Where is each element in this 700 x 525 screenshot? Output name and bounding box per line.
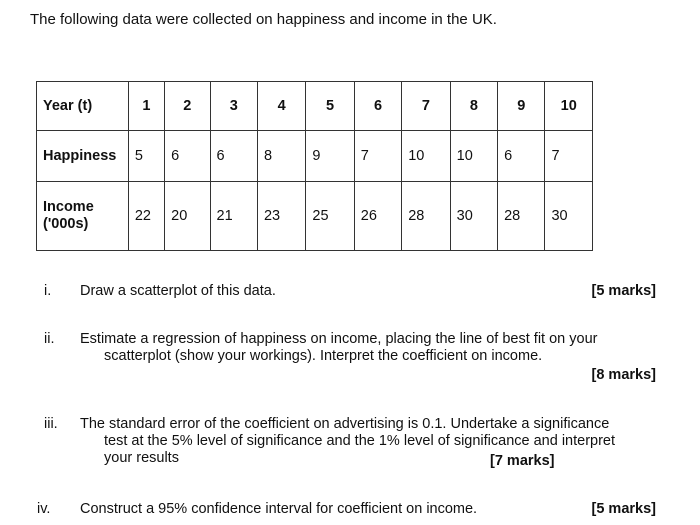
table-cell: 25 [306,182,354,251]
question-3-marks: [7 marks] [490,453,555,469]
table-row-happiness [37,131,593,182]
table-cell: 6 [210,131,257,182]
table-cell: 30 [450,182,497,251]
table-cell: 1 [128,82,164,131]
table-cell: 7 [354,131,401,182]
table-cell: 3 [210,82,257,131]
question-2-marks: [8 marks] [591,367,656,383]
question-4-marks: [5 marks] [591,501,656,517]
table-cell: 30 [545,182,593,251]
table-cell: 6 [354,82,401,131]
question-4-text: Construct a 95% confidence interval for coefficient on income. [80,501,478,517]
question-2-line-2: scatterplot (show your workings). Interpret the coefficient on income. [104,348,543,364]
question-3-numeral: iii. [44,416,58,432]
intro-text: The following data were collected on happiness and income in the UK. [30,11,497,28]
row-header-income-line1: Income [43,199,94,215]
question-1-text: Draw a scatterplot of this data. [80,283,276,299]
question-3-line-2: test at the 5% level of significance and the 1% level of significance and interpret [104,433,616,449]
data-table [36,81,593,251]
question-1-marks: [5 marks] [591,283,656,299]
row-header-income [37,182,129,251]
row-header-year: Year (t) [37,82,129,131]
question-3-line-1: The standard error of the coefficient on advertising is 0.1. Undertake a significance [80,416,610,432]
table-cell: 6 [498,131,545,182]
question-1-numeral: i. [44,283,52,299]
row-header-income-line2: ('000s) [43,216,89,232]
question-3-line-3: your results [104,450,179,466]
table-cell: 5 [128,131,164,182]
table-cell: 23 [257,182,305,251]
table-cell: 7 [402,82,450,131]
table-cell: 26 [354,182,401,251]
table-cell: 28 [498,182,545,251]
table-cell: 10 [450,131,497,182]
table-cell: 5 [306,82,354,131]
question-4-numeral: iv. [37,501,51,517]
row-header-happiness: Happiness [37,131,129,182]
table-cell: 10 [402,131,450,182]
table-cell: 6 [165,131,210,182]
question-2-numeral: ii. [44,331,55,347]
table-cell: 7 [545,131,593,182]
question-2-body [80,331,597,365]
table-cell: 8 [450,82,497,131]
table-cell: 28 [402,182,450,251]
table-cell: 9 [498,82,545,131]
table-cell: 8 [257,131,305,182]
table-cell: 2 [165,82,210,131]
table-cell: 4 [257,82,305,131]
table-cell: 22 [128,182,164,251]
table-row-year [37,82,593,131]
table-cell: 21 [210,182,257,251]
table-cell: 20 [165,182,210,251]
table-cell: 10 [545,82,593,131]
question-2-line-1: Estimate a regression of happiness on income, placing the line of best fit on your [80,331,598,347]
table-row-income [37,182,593,251]
table-cell: 9 [306,131,354,182]
